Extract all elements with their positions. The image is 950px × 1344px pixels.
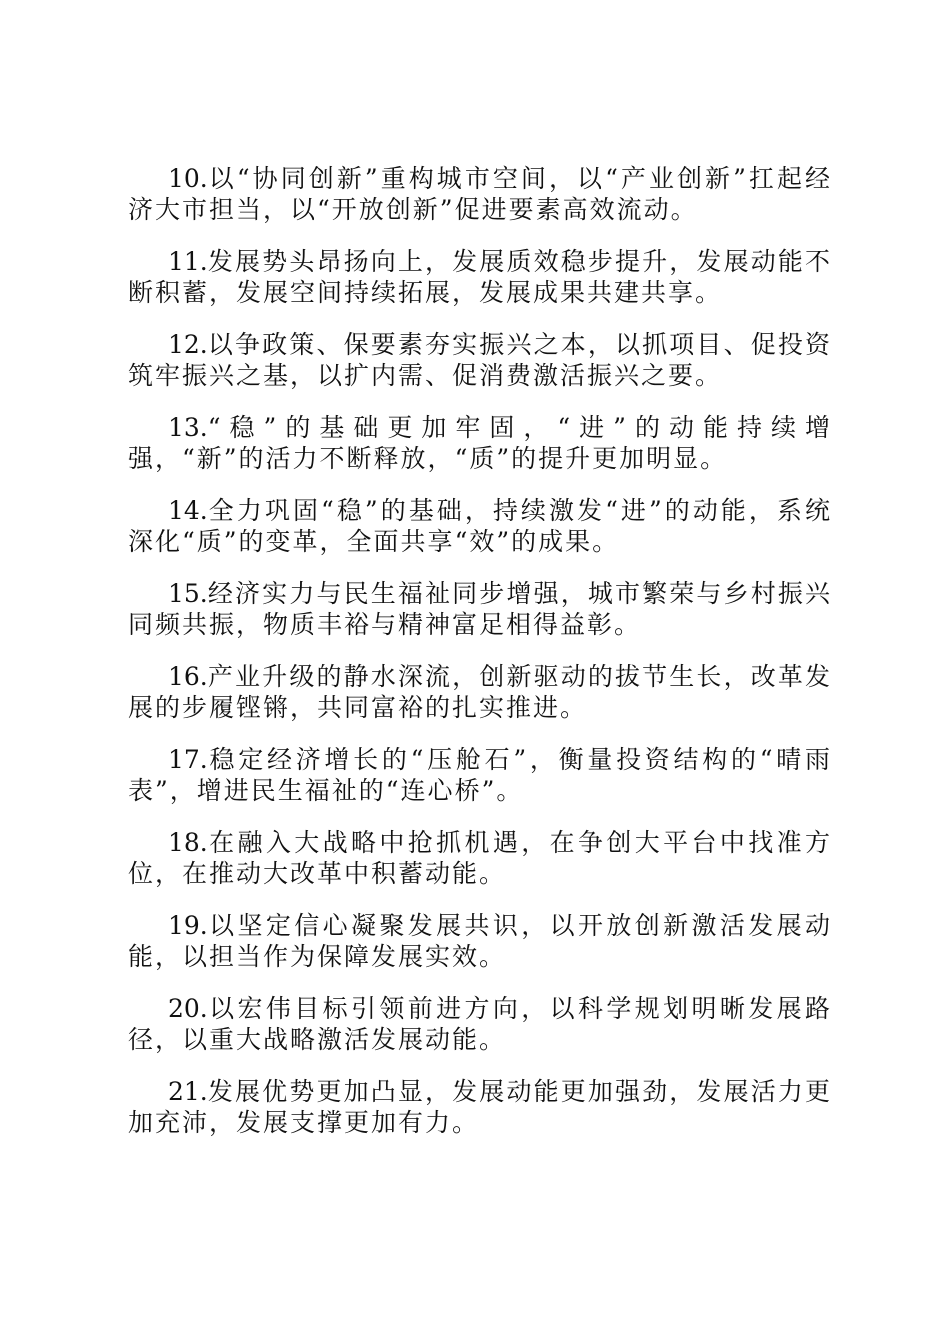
paragraph-17 [128,744,832,806]
paragraph-20 [128,993,832,1055]
paragraph-18 [128,827,832,889]
paragraph-text: “稳”的基础更加牢固，“进”的动能持续增强，“新”的活力不断释放，“质”的提升更加明显。 [128,413,832,473]
paragraph-number: 15. [168,579,208,608]
paragraph-number: 12. [168,330,208,359]
paragraph-13 [128,412,832,474]
paragraph-text: 发展优势更加凸显，发展动能更加强劲，发展活力更加充沛，发展支撑更加有力。 [128,1077,832,1137]
paragraph-text: 稳定经济增长的“压舱石”，衡量投资结构的“晴雨表”，增进民生福祉的“连心桥”。 [128,745,832,805]
document-body [128,163,832,1159]
paragraph-10 [128,163,832,225]
paragraph-number: 20. [168,994,208,1023]
paragraph-number: 16. [168,662,208,691]
paragraph-number: 10. [168,164,208,193]
paragraph-number: 19. [168,911,208,940]
paragraph-14 [128,495,832,557]
paragraph-11 [128,246,832,308]
paragraph-number: 13. [168,413,208,442]
paragraph-number: 11. [168,247,208,276]
paragraph-number: 17. [168,745,208,774]
paragraph-21 [128,1076,832,1138]
paragraph-text: 经济实力与民生福祉同步增强，城市繁荣与乡村振兴同频共振，物质丰裕与精神富足相得益彰。 [128,579,832,639]
paragraph-12 [128,329,832,391]
paragraph-text: 以争政策、保要素夯实振兴之本，以抓项目、促投资筑牢振兴之基，以扩内需、促消费激活振兴之要。 [128,330,832,390]
paragraph-text: 全力巩固“稳”的基础，持续激发“进”的动能，系统深化“质”的变革，全面共享“效”的成果。 [128,496,832,556]
paragraph-text: 产业升级的静水深流，创新驱动的拔节生长，改革发展的步履铿锵，共同富裕的扎实推进。 [128,662,832,722]
paragraph-text: 以坚定信心凝聚发展共识，以开放创新激活发展动能，以担当作为保障发展实效。 [128,911,832,971]
paragraph-16 [128,661,832,723]
paragraph-text: 以宏伟目标引领前进方向，以科学规划明晰发展路径，以重大战略激活发展动能。 [128,994,832,1054]
paragraph-number: 21. [168,1077,208,1106]
paragraph-text: 发展势头昂扬向上，发展质效稳步提升，发展动能不断积蓄，发展空间持续拓展，发展成果共建共享。 [128,247,832,307]
paragraph-text: 在融入大战略中抢抓机遇，在争创大平台中找准方位，在推动大改革中积蓄动能。 [128,828,832,888]
paragraph-15 [128,578,832,640]
paragraph-number: 18. [168,828,208,857]
paragraph-number: 14. [168,496,208,525]
paragraph-19 [128,910,832,972]
paragraph-text: 以“协同创新”重构城市空间，以“产业创新”扛起经济大市担当，以“开放创新”促进要素高效流动。 [128,164,832,224]
